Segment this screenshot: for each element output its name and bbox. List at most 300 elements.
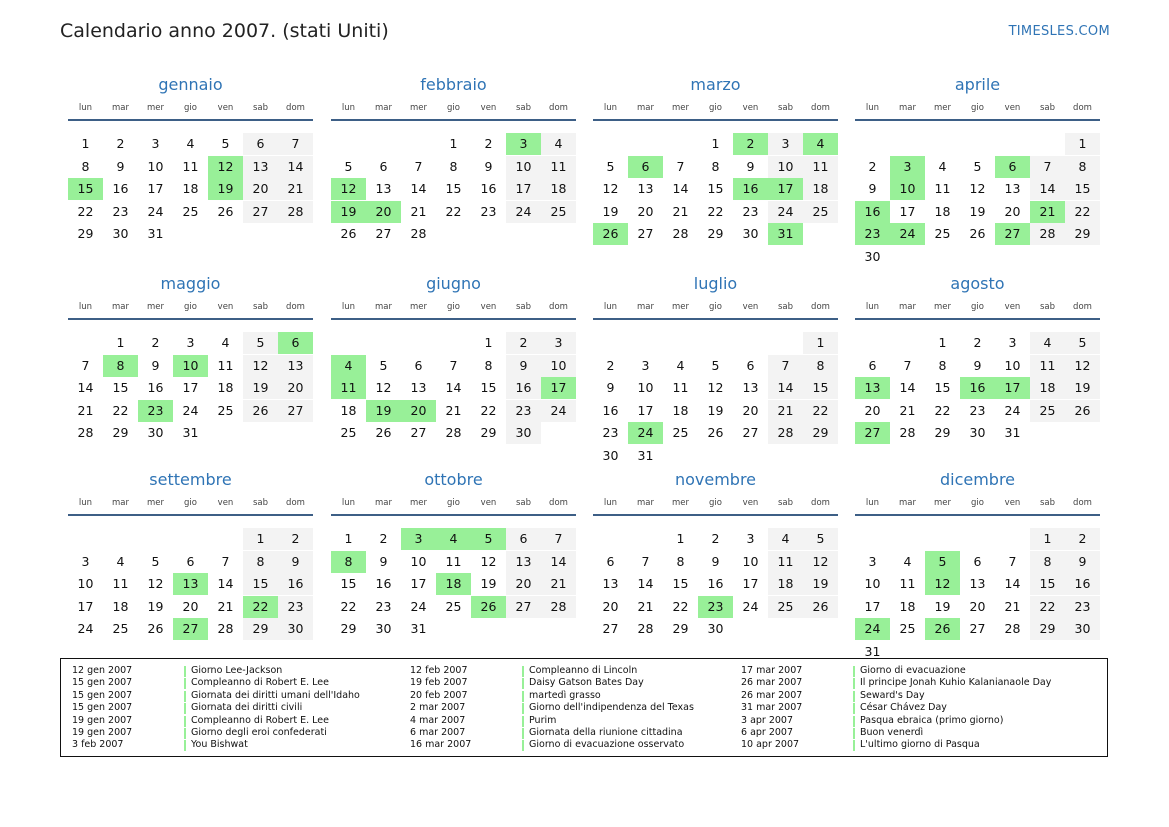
day-cell[interactable]: 3 <box>1008 335 1017 350</box>
day-cell[interactable]: 12 <box>803 551 838 573</box>
day-cell[interactable]: 1 <box>1030 528 1065 550</box>
day-cell[interactable]: 23 <box>742 203 759 219</box>
day-cell[interactable]: 9 <box>151 357 160 373</box>
day-cell[interactable]: 1 <box>676 531 685 546</box>
day-cell[interactable]: 29 <box>1065 223 1100 245</box>
day-cell[interactable]: 14 <box>217 576 234 591</box>
day-cell[interactable]: 23 <box>112 203 129 219</box>
day-cell[interactable]: 7 <box>1030 156 1065 178</box>
day-cell[interactable]: 22 <box>243 596 278 618</box>
day-cell[interactable]: 20 <box>1004 203 1021 219</box>
day-cell[interactable]: 8 <box>449 158 458 174</box>
day-cell[interactable]: 24 <box>147 203 164 219</box>
day-cell[interactable]: 26 <box>593 223 628 245</box>
day-cell[interactable]: 3 <box>151 136 160 151</box>
day-cell[interactable]: 6 <box>606 553 615 569</box>
day-cell[interactable]: 17 <box>995 377 1030 399</box>
day-cell[interactable]: 2 <box>606 357 615 373</box>
day-cell[interactable]: 5 <box>925 551 960 573</box>
day-cell[interactable]: 22 <box>803 400 838 422</box>
day-cell[interactable]: 10 <box>147 158 164 174</box>
day-cell[interactable]: 24 <box>506 201 541 223</box>
day-cell[interactable]: 19 <box>602 203 619 219</box>
day-cell[interactable]: 9 <box>606 380 615 395</box>
day-cell[interactable]: 12 <box>480 553 497 569</box>
day-cell[interactable]: 15 <box>672 576 689 591</box>
day-cell[interactable]: 13 <box>173 573 208 595</box>
day-cell[interactable]: 18 <box>934 203 951 219</box>
day-cell[interactable]: 15 <box>243 573 278 595</box>
day-cell[interactable]: 2 <box>733 133 768 155</box>
day-cell[interactable]: 17 <box>742 576 759 591</box>
day-cell[interactable]: 17 <box>768 178 803 200</box>
day-cell[interactable]: 31 <box>864 643 881 659</box>
day-cell[interactable]: 23 <box>1065 596 1100 618</box>
day-cell[interactable]: 10 <box>768 156 803 178</box>
day-cell[interactable]: 8 <box>81 158 90 174</box>
day-cell[interactable]: 17 <box>506 178 541 200</box>
day-cell[interactable]: 25 <box>803 201 838 223</box>
day-cell[interactable]: 30 <box>707 621 724 636</box>
day-cell[interactable]: 20 <box>366 201 401 223</box>
day-cell[interactable]: 11 <box>445 553 462 569</box>
day-cell[interactable]: 5 <box>471 528 506 550</box>
day-cell[interactable]: 29 <box>112 425 129 440</box>
day-cell[interactable]: 1 <box>1065 133 1100 155</box>
day-cell[interactable]: 8 <box>1065 156 1100 178</box>
day-cell[interactable]: 8 <box>331 551 366 573</box>
day-cell[interactable]: 14 <box>410 181 427 196</box>
day-cell[interactable]: 7 <box>541 528 576 550</box>
day-cell[interactable]: 8 <box>1030 551 1065 573</box>
day-cell[interactable]: 4 <box>541 133 576 155</box>
day-cell[interactable]: 15 <box>803 377 838 399</box>
day-cell[interactable]: 16 <box>147 380 164 395</box>
day-cell[interactable]: 21 <box>217 598 234 614</box>
day-cell[interactable]: 13 <box>243 156 278 178</box>
day-cell[interactable]: 15 <box>112 380 129 395</box>
day-cell[interactable]: 8 <box>243 551 278 573</box>
day-cell[interactable]: 24 <box>77 621 94 636</box>
day-cell[interactable]: 9 <box>746 158 755 174</box>
day-cell[interactable]: 20 <box>243 178 278 200</box>
day-cell[interactable]: 4 <box>938 158 947 174</box>
day-cell[interactable]: 20 <box>506 573 541 595</box>
day-cell[interactable]: 23 <box>969 402 986 418</box>
day-cell[interactable]: 3 <box>890 156 925 178</box>
day-cell[interactable]: 3 <box>81 553 90 569</box>
day-cell[interactable]: 16 <box>855 201 890 223</box>
day-cell[interactable]: 22 <box>340 598 357 614</box>
day-cell[interactable]: 4 <box>331 355 366 377</box>
day-cell[interactable]: 6 <box>186 553 195 569</box>
day-cell[interactable]: 28 <box>541 596 576 618</box>
day-cell[interactable]: 25 <box>934 226 951 241</box>
day-cell[interactable]: 1 <box>803 332 838 354</box>
day-cell[interactable]: 9 <box>379 553 388 569</box>
day-cell[interactable]: 30 <box>112 226 129 241</box>
day-cell[interactable]: 26 <box>147 621 164 636</box>
day-cell[interactable]: 3 <box>868 553 877 569</box>
day-cell[interactable]: 1 <box>938 335 947 350</box>
day-cell[interactable]: 24 <box>742 598 759 614</box>
day-cell[interactable]: 27 <box>742 425 759 440</box>
day-cell[interactable]: 11 <box>217 357 234 373</box>
day-cell[interactable]: 24 <box>541 400 576 422</box>
day-cell[interactable]: 24 <box>410 598 427 614</box>
day-cell[interactable]: 1 <box>81 136 90 151</box>
day-cell[interactable]: 27 <box>969 621 986 636</box>
day-cell[interactable]: 19 <box>480 576 497 591</box>
day-cell[interactable]: 4 <box>676 357 685 373</box>
day-cell[interactable]: 2 <box>506 332 541 354</box>
day-cell[interactable]: 21 <box>77 402 94 418</box>
day-cell[interactable]: 24 <box>1004 402 1021 418</box>
day-cell[interactable]: 10 <box>637 380 654 395</box>
day-cell[interactable]: 22 <box>672 598 689 614</box>
day-cell[interactable]: 30 <box>506 422 541 444</box>
day-cell[interactable]: 30 <box>742 226 759 241</box>
day-cell[interactable]: 23 <box>506 400 541 422</box>
day-cell[interactable]: 3 <box>746 531 755 546</box>
day-cell[interactable]: 24 <box>855 618 890 640</box>
day-cell[interactable]: 20 <box>602 598 619 614</box>
day-cell[interactable]: 26 <box>375 425 392 440</box>
day-cell[interactable]: 7 <box>449 357 458 373</box>
day-cell[interactable]: 2 <box>711 531 720 546</box>
day-cell[interactable]: 18 <box>899 598 916 614</box>
day-cell[interactable]: 9 <box>116 158 125 174</box>
day-cell[interactable]: 1 <box>449 136 458 151</box>
day-cell[interactable]: 14 <box>899 380 916 395</box>
day-cell[interactable]: 1 <box>484 335 493 350</box>
day-cell[interactable]: 2 <box>868 158 877 174</box>
day-cell[interactable]: 12 <box>243 355 278 377</box>
day-cell[interactable]: 20 <box>969 598 986 614</box>
day-cell[interactable]: 25 <box>445 598 462 614</box>
day-cell[interactable]: 7 <box>221 553 230 569</box>
day-cell[interactable]: 13 <box>742 380 759 395</box>
day-cell[interactable]: 5 <box>973 158 982 174</box>
day-cell[interactable]: 8 <box>676 553 685 569</box>
day-cell[interactable]: 11 <box>182 158 199 174</box>
day-cell[interactable]: 9 <box>1065 551 1100 573</box>
day-cell[interactable]: 20 <box>637 203 654 219</box>
day-cell[interactable]: 11 <box>934 181 951 196</box>
day-cell[interactable]: 2 <box>973 335 982 350</box>
day-cell[interactable]: 30 <box>147 425 164 440</box>
day-cell[interactable]: 22 <box>77 203 94 219</box>
day-cell[interactable]: 19 <box>803 573 838 595</box>
day-cell[interactable]: 27 <box>602 621 619 636</box>
day-cell[interactable]: 2 <box>379 531 388 546</box>
day-cell[interactable]: 5 <box>1065 332 1100 354</box>
day-cell[interactable]: 14 <box>768 377 803 399</box>
day-cell[interactable]: 5 <box>151 553 160 569</box>
day-cell[interactable]: 15 <box>480 380 497 395</box>
day-cell[interactable]: 31 <box>147 226 164 241</box>
day-cell[interactable]: 23 <box>278 596 313 618</box>
day-cell[interactable]: 19 <box>1065 377 1100 399</box>
day-cell[interactable]: 18 <box>217 380 234 395</box>
day-cell[interactable]: 13 <box>855 377 890 399</box>
day-cell[interactable]: 29 <box>1030 618 1065 640</box>
day-cell[interactable]: 17 <box>864 598 881 614</box>
day-cell[interactable]: 25 <box>112 621 129 636</box>
day-cell[interactable]: 29 <box>707 226 724 241</box>
day-cell[interactable]: 19 <box>147 598 164 614</box>
day-cell[interactable]: 18 <box>803 178 838 200</box>
day-cell[interactable]: 28 <box>278 201 313 223</box>
day-cell[interactable]: 16 <box>278 573 313 595</box>
day-cell[interactable]: 5 <box>221 136 230 151</box>
day-cell[interactable]: 10 <box>506 156 541 178</box>
day-cell[interactable]: 15 <box>1030 573 1065 595</box>
day-cell[interactable]: 3 <box>768 133 803 155</box>
day-cell[interactable]: 4 <box>903 553 912 569</box>
day-cell[interactable]: 11 <box>899 576 916 591</box>
day-cell[interactable]: 29 <box>480 425 497 440</box>
day-cell[interactable]: 4 <box>768 528 803 550</box>
day-cell[interactable]: 12 <box>331 178 366 200</box>
day-cell[interactable]: 20 <box>278 377 313 399</box>
day-cell[interactable]: 21 <box>672 203 689 219</box>
day-cell[interactable]: 10 <box>77 576 94 591</box>
day-cell[interactable]: 6 <box>379 158 388 174</box>
day-cell[interactable]: 13 <box>1004 181 1021 196</box>
day-cell[interactable]: 12 <box>969 181 986 196</box>
day-cell[interactable]: 18 <box>436 573 471 595</box>
day-cell[interactable]: 26 <box>803 596 838 618</box>
day-cell[interactable]: 18 <box>1030 377 1065 399</box>
day-cell[interactable]: 6 <box>628 156 663 178</box>
day-cell[interactable]: 27 <box>278 400 313 422</box>
day-cell[interactable]: 12 <box>375 380 392 395</box>
day-cell[interactable]: 10 <box>864 576 881 591</box>
day-cell[interactable]: 21 <box>278 178 313 200</box>
day-cell[interactable]: 7 <box>278 133 313 155</box>
day-cell[interactable]: 10 <box>541 355 576 377</box>
day-cell[interactable]: 15 <box>934 380 951 395</box>
day-cell[interactable]: 20 <box>864 402 881 418</box>
day-cell[interactable]: 21 <box>541 573 576 595</box>
day-cell[interactable]: 28 <box>77 425 94 440</box>
day-cell[interactable]: 11 <box>541 156 576 178</box>
day-cell[interactable]: 18 <box>112 598 129 614</box>
day-cell[interactable]: 9 <box>506 355 541 377</box>
day-cell[interactable]: 29 <box>934 425 951 440</box>
day-cell[interactable]: 23 <box>698 596 733 618</box>
day-cell[interactable]: 18 <box>340 402 357 418</box>
day-cell[interactable]: 6 <box>973 553 982 569</box>
day-cell[interactable]: 12 <box>147 576 164 591</box>
brand-link[interactable]: TIMESLES.COM <box>1008 24 1110 39</box>
day-cell[interactable]: 3 <box>641 357 650 373</box>
day-cell[interactable]: 13 <box>278 355 313 377</box>
day-cell[interactable]: 7 <box>641 553 650 569</box>
day-cell[interactable]: 11 <box>112 576 129 591</box>
day-cell[interactable]: 11 <box>672 380 689 395</box>
day-cell[interactable]: 26 <box>340 226 357 241</box>
day-cell[interactable]: 25 <box>541 201 576 223</box>
day-cell[interactable]: 14 <box>1004 576 1021 591</box>
day-cell[interactable]: 2 <box>278 528 313 550</box>
day-cell[interactable]: 16 <box>480 181 497 196</box>
day-cell[interactable]: 27 <box>855 422 890 444</box>
day-cell[interactable]: 3 <box>541 332 576 354</box>
day-cell[interactable]: 27 <box>410 425 427 440</box>
day-cell[interactable]: 5 <box>379 357 388 373</box>
day-cell[interactable]: 10 <box>742 553 759 569</box>
day-cell[interactable]: 15 <box>68 178 103 200</box>
day-cell[interactable]: 6 <box>414 357 423 373</box>
day-cell[interactable]: 10 <box>410 553 427 569</box>
day-cell[interactable]: 12 <box>707 380 724 395</box>
day-cell[interactable]: 13 <box>969 576 986 591</box>
day-cell[interactable]: 4 <box>436 528 471 550</box>
day-cell[interactable]: 23 <box>375 598 392 614</box>
day-cell[interactable]: 8 <box>803 355 838 377</box>
day-cell[interactable]: 13 <box>506 551 541 573</box>
day-cell[interactable]: 29 <box>243 618 278 640</box>
day-cell[interactable]: 23 <box>855 223 890 245</box>
day-cell[interactable]: 22 <box>1030 596 1065 618</box>
day-cell[interactable]: 22 <box>707 203 724 219</box>
day-cell[interactable]: 14 <box>637 576 654 591</box>
day-cell[interactable]: 5 <box>803 528 838 550</box>
day-cell[interactable]: 4 <box>803 133 838 155</box>
day-cell[interactable]: 22 <box>934 402 951 418</box>
day-cell[interactable]: 19 <box>707 402 724 418</box>
day-cell[interactable]: 24 <box>628 422 663 444</box>
day-cell[interactable]: 30 <box>864 248 881 264</box>
day-cell[interactable]: 2 <box>151 335 160 350</box>
day-cell[interactable]: 14 <box>1030 178 1065 200</box>
day-cell[interactable]: 9 <box>973 357 982 373</box>
day-cell[interactable]: 4 <box>221 335 230 350</box>
day-cell[interactable]: 17 <box>637 402 654 418</box>
day-cell[interactable]: 17 <box>182 380 199 395</box>
day-cell[interactable]: 25 <box>182 203 199 219</box>
day-cell[interactable]: 3 <box>401 528 436 550</box>
day-cell[interactable]: 26 <box>243 400 278 422</box>
day-cell[interactable]: 16 <box>112 181 129 196</box>
day-cell[interactable]: 23 <box>602 425 619 440</box>
day-cell[interactable]: 15 <box>707 181 724 196</box>
day-cell[interactable]: 1 <box>243 528 278 550</box>
day-cell[interactable]: 29 <box>340 621 357 636</box>
day-cell[interactable]: 27 <box>173 618 208 640</box>
day-cell[interactable]: 13 <box>375 181 392 196</box>
day-cell[interactable]: 13 <box>637 181 654 196</box>
day-cell[interactable]: 28 <box>445 425 462 440</box>
day-cell[interactable]: 21 <box>410 203 427 219</box>
day-cell[interactable]: 27 <box>995 223 1030 245</box>
day-cell[interactable]: 14 <box>541 551 576 573</box>
day-cell[interactable]: 26 <box>969 226 986 241</box>
day-cell[interactable]: 15 <box>445 181 462 196</box>
day-cell[interactable]: 28 <box>1030 223 1065 245</box>
day-cell[interactable]: 25 <box>768 596 803 618</box>
day-cell[interactable]: 14 <box>445 380 462 395</box>
day-cell[interactable]: 25 <box>672 425 689 440</box>
day-cell[interactable]: 30 <box>969 425 986 440</box>
day-cell[interactable]: 7 <box>414 158 423 174</box>
day-cell[interactable]: 13 <box>602 576 619 591</box>
day-cell[interactable]: 2 <box>116 136 125 151</box>
day-cell[interactable]: 28 <box>637 621 654 636</box>
day-cell[interactable]: 16 <box>733 178 768 200</box>
day-cell[interactable]: 7 <box>1008 553 1017 569</box>
day-cell[interactable]: 8 <box>711 158 720 174</box>
day-cell[interactable]: 18 <box>672 402 689 418</box>
day-cell[interactable]: 2 <box>484 136 493 151</box>
day-cell[interactable]: 20 <box>742 402 759 418</box>
day-cell[interactable]: 25 <box>217 402 234 418</box>
day-cell[interactable]: 27 <box>243 201 278 223</box>
day-cell[interactable]: 12 <box>925 573 960 595</box>
day-cell[interactable]: 1 <box>711 136 720 151</box>
day-cell[interactable]: 19 <box>934 598 951 614</box>
day-cell[interactable]: 28 <box>672 226 689 241</box>
day-cell[interactable]: 12 <box>602 181 619 196</box>
day-cell[interactable]: 25 <box>1030 400 1065 422</box>
day-cell[interactable]: 26 <box>707 425 724 440</box>
day-cell[interactable]: 5 <box>344 158 353 174</box>
day-cell[interactable]: 11 <box>768 551 803 573</box>
day-cell[interactable]: 25 <box>899 621 916 636</box>
day-cell[interactable]: 12 <box>208 156 243 178</box>
day-cell[interactable]: 21 <box>899 402 916 418</box>
day-cell[interactable]: 21 <box>1030 201 1065 223</box>
day-cell[interactable]: 29 <box>77 226 94 241</box>
day-cell[interactable]: 12 <box>1065 355 1100 377</box>
day-cell[interactable]: 17 <box>410 576 427 591</box>
day-cell[interactable]: 28 <box>410 226 427 241</box>
day-cell[interactable]: 4 <box>186 136 195 151</box>
day-cell[interactable]: 8 <box>484 357 493 373</box>
day-cell[interactable]: 19 <box>243 377 278 399</box>
day-cell[interactable]: 26 <box>1065 400 1100 422</box>
day-cell[interactable]: 11 <box>1030 355 1065 377</box>
day-cell[interactable]: 21 <box>768 400 803 422</box>
day-cell[interactable]: 5 <box>711 357 720 373</box>
day-cell[interactable]: 15 <box>1065 178 1100 200</box>
day-cell[interactable]: 16 <box>1065 573 1100 595</box>
day-cell[interactable]: 24 <box>890 223 925 245</box>
day-cell[interactable]: 24 <box>182 402 199 418</box>
day-cell[interactable]: 9 <box>278 551 313 573</box>
day-cell[interactable]: 11 <box>331 377 366 399</box>
day-cell[interactable]: 21 <box>637 598 654 614</box>
day-cell[interactable]: 19 <box>969 203 986 219</box>
day-cell[interactable]: 3 <box>186 335 195 350</box>
day-cell[interactable]: 23 <box>480 203 497 219</box>
day-cell[interactable]: 9 <box>711 553 720 569</box>
day-cell[interactable]: 16 <box>602 402 619 418</box>
day-cell[interactable]: 15 <box>340 576 357 591</box>
day-cell[interactable]: 28 <box>768 422 803 444</box>
day-cell[interactable]: 13 <box>410 380 427 395</box>
day-cell[interactable]: 6 <box>243 133 278 155</box>
day-cell[interactable]: 2 <box>1065 528 1100 550</box>
day-cell[interactable]: 16 <box>707 576 724 591</box>
day-cell[interactable]: 17 <box>147 181 164 196</box>
day-cell[interactable]: 26 <box>925 618 960 640</box>
day-cell[interactable]: 14 <box>672 181 689 196</box>
day-cell[interactable]: 24 <box>768 201 803 223</box>
day-cell[interactable]: 8 <box>938 357 947 373</box>
